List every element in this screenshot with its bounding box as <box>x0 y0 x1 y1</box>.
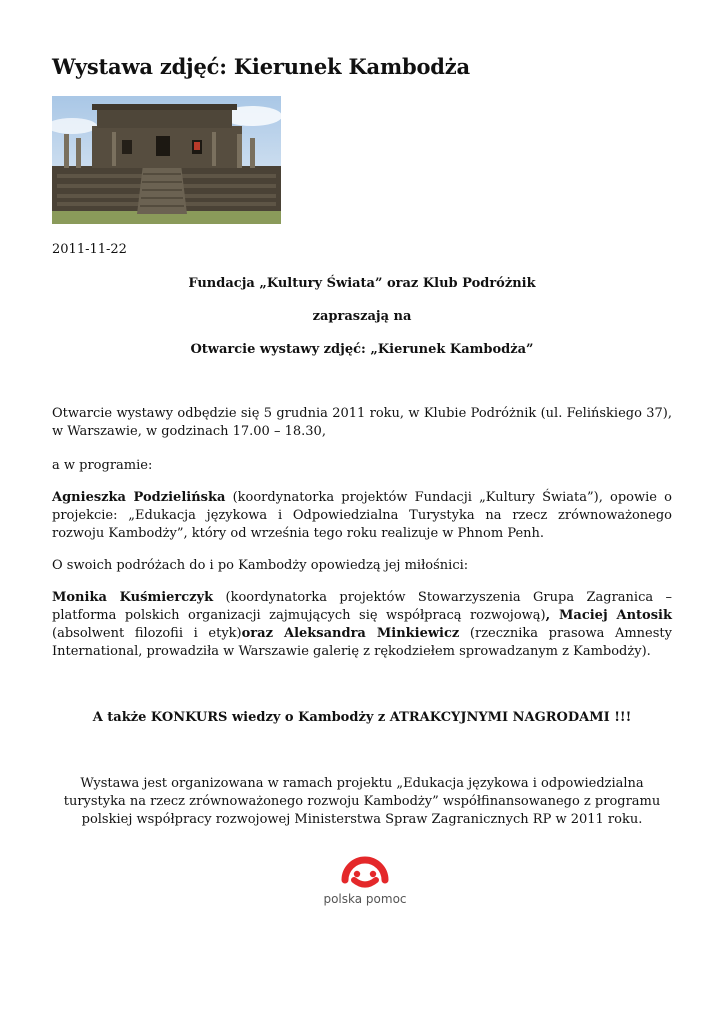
paragraph-enthusiasts: O swoich podróżach do i po Kambodży opowiedzą jej miłośnici: <box>52 558 469 573</box>
logo-caption: polska pomoc <box>323 892 407 906</box>
invite-heading-invite: zapraszają na <box>312 309 412 324</box>
speaker-name: Agnieszka Podzielińska <box>52 490 226 505</box>
paragraph-program: a w programie: <box>52 458 153 473</box>
smile-logo-icon <box>310 850 420 892</box>
polska-pomoc-logo <box>310 850 420 910</box>
publish-date: 2011-11-22 <box>52 242 127 257</box>
guest-description-3: (rzecznika prasowa Amnesty International, prowadziła w Warszawie galerię z rękodziełem sprowadzanym z Kambodży). <box>52 626 672 659</box>
paragraph-guests <box>52 589 672 661</box>
paragraph-speaker <box>52 489 672 543</box>
guest-description-2: (absolwent filozofii i etyk) <box>52 626 242 641</box>
project-footnote: Wystawa jest organizowana w ramach projektu „Edukacja językowa i odpowiedzialna turystyka na rzecz zrównoważonego rozwoju Kambodży” współfinansowanego z programu polskiej współpracy rozwojowej Ministerstwa Spraw Zagranicznych RP w 2011 roku. <box>63 776 661 827</box>
contest-announcement: A także KONKURS wiedzy o Kambodży z ATRAKCYJNYMI NAGRODAMI !!! <box>92 710 632 725</box>
guest-name-2: , Maciej Antosik <box>545 608 672 623</box>
temple-photo <box>52 96 281 224</box>
guest-name-3: oraz Aleksandra Minkiewicz <box>241 626 460 641</box>
paragraph-opening: Otwarcie wystawy odbędzie się 5 grudnia 2011 roku, w Klubie Podróżnik (ul. Felińskiego 37), w Warszawie, w godzinach 17.00 – 18.30, <box>52 406 672 439</box>
invite-heading-exhibition: Otwarcie wystawy zdjęć: „Kierunek Kambodża” <box>190 342 534 357</box>
guest-description-1: (koordynatorka projektów Stowarzyszenia Grupa Zagranica – platforma polskich organizacji zajmujących się współpracą rozwojową) <box>52 590 672 623</box>
guest-name-1: Monika Kuśmierczyk <box>52 590 214 605</box>
page-title: Wystawa zdjęć: Kierunek Kambodża <box>52 54 470 79</box>
invite-heading-organizers: Fundacja „Kultury Świata” oraz Klub Podróżnik <box>188 276 536 291</box>
speaker-description: (koordynatorka projektów Fundacji „Kultury Świata”), opowie o projekcie: „Edukacja językowa i Odpowiedzialna Turystyka na rzecz zrównoważonego rozwoju Kambodży”, który od września tego roku realizuje w Phnom Penh. <box>52 490 672 541</box>
